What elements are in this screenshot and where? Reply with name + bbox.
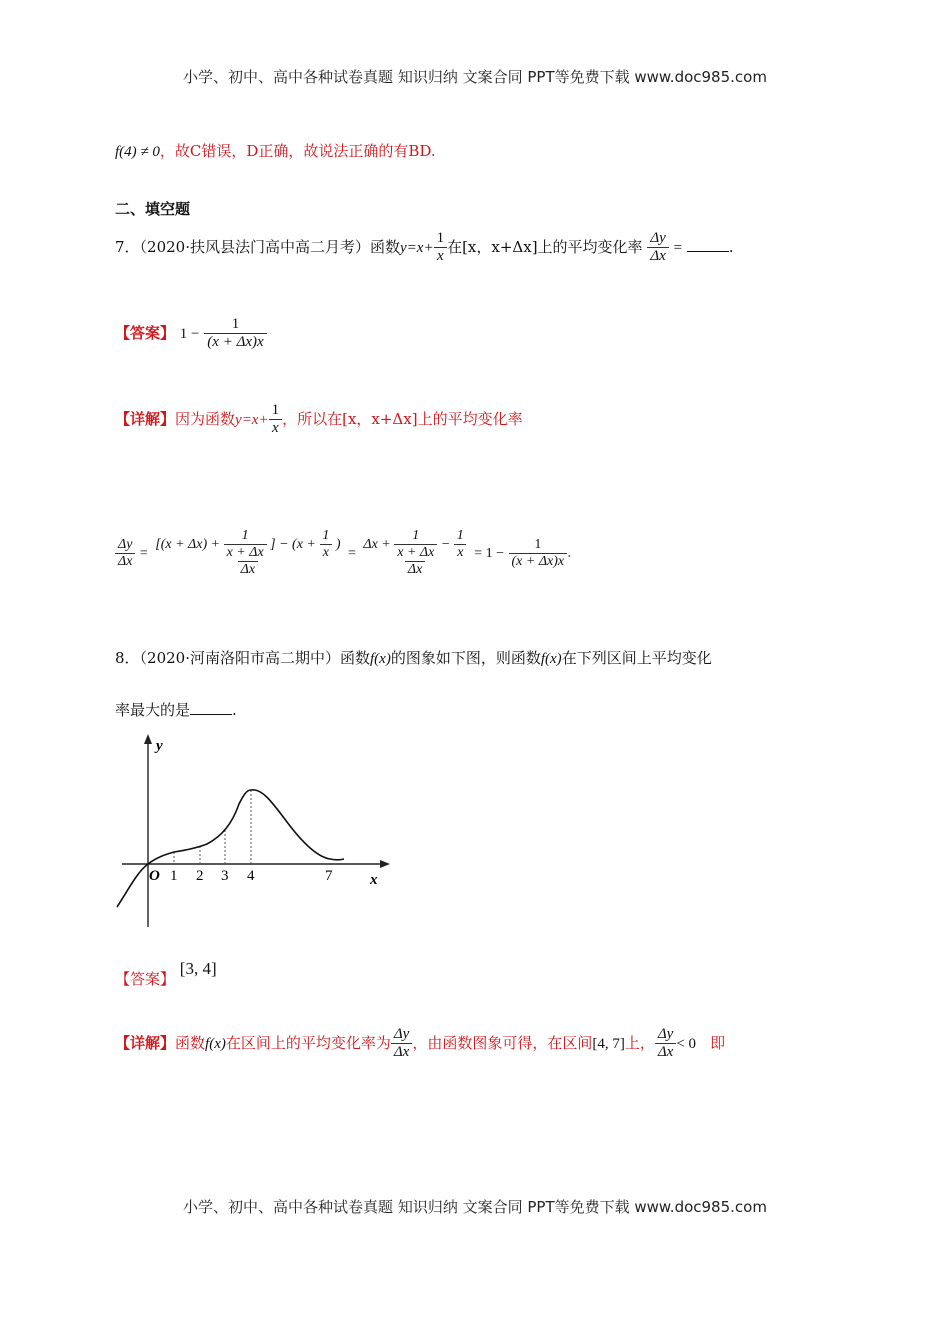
q8-line2: 率最大的是 — [115, 701, 191, 719]
formula-f4 — [454, 528, 467, 561]
d7-text-a: 因为函数 — [175, 409, 236, 428]
formula-big-frac — [152, 528, 343, 578]
question-7 — [115, 230, 734, 266]
q7-blank — [687, 237, 729, 252]
formula-f5 — [509, 537, 568, 570]
x-label: x — [370, 872, 378, 888]
y-label: y — [156, 738, 163, 754]
d8-text-b: 在区间上的平均变化率为 — [225, 1033, 391, 1052]
q7-func: y=x+ — [400, 239, 434, 256]
q7-source: （2020·扶风县法门高中高二月考） — [139, 237, 370, 256]
formula-lhs — [115, 537, 135, 570]
formula-p4: Δx + — [363, 536, 391, 552]
q7-rate-num: Δy — [650, 230, 666, 246]
d7-tag: 【详解】 — [115, 409, 176, 428]
d8-rate2-den: Δx — [655, 1043, 676, 1061]
a8-value: [3, 4] — [179, 959, 217, 978]
d8-tag: 【详解】 — [115, 1033, 176, 1052]
q8-text-b: 的图象如下图，则函数 — [390, 649, 541, 667]
section-title: 二、填空题 — [115, 200, 191, 218]
d8-rate-den: Δx — [391, 1043, 412, 1061]
q7-end: . — [728, 237, 734, 256]
q7-frac — [434, 230, 448, 266]
function-graph — [112, 732, 394, 932]
tick-7: 7 — [325, 868, 333, 884]
d8-rate — [391, 1026, 412, 1062]
page-footer: 小学、初中、高中各种试卷真题 知识归纳 文案合同 PPT等免费下载 www.doc985.com — [183, 1198, 767, 1216]
q7-rate-den: Δx — [647, 247, 668, 265]
formula-f1 — [224, 528, 267, 561]
y-axis-arrow — [144, 734, 152, 744]
formula-p3: ) — [335, 536, 341, 552]
d7-text-b: ，所以在[x，x+Δx]上的平均变化率 — [282, 409, 523, 428]
formula-f5-num: 1 — [534, 536, 542, 552]
formula-lhs-num: Δy — [118, 536, 133, 552]
origin-label: O — [149, 868, 160, 884]
a7-den: (x + Δx)x — [204, 333, 266, 351]
d8-rate2-num: Δy — [657, 1026, 674, 1042]
d8-rate-num: Δy — [393, 1026, 410, 1042]
d8-cmp: < 0 — [676, 1035, 697, 1052]
formula-mid-den: Δx — [405, 561, 425, 578]
q8-text-c: 在下列区间上平均变化 — [561, 649, 712, 667]
formula-f1-den: x + Δx — [224, 544, 267, 561]
formula-minus: − — [440, 536, 451, 552]
d7-frac-den: x — [269, 419, 282, 437]
d7-frac — [269, 402, 283, 438]
formula-f1-num: 1 — [241, 528, 249, 543]
q8-text-a: 函数 — [340, 649, 371, 667]
intro-text: ，故C错误，D正确，故说法正确的有BD. — [159, 142, 436, 160]
function-curve — [117, 790, 344, 907]
detail-8 — [115, 1026, 725, 1062]
question-8 — [115, 647, 712, 668]
formula-big-num — [152, 528, 343, 561]
answer-7 — [115, 316, 267, 352]
formula-f4-num: 1 — [456, 528, 464, 543]
d8-text-d: 上， — [624, 1033, 655, 1052]
q7-frac-den: x — [434, 247, 447, 265]
tick-1: 1 — [170, 868, 178, 884]
formula-f2-den: x — [320, 544, 332, 561]
q8-blank — [190, 700, 232, 715]
q8-number: 8． — [115, 649, 140, 667]
formula-f2 — [319, 528, 332, 561]
d8-fx: f(x) — [205, 1035, 226, 1052]
page-header: 小学、初中、高中各种试卷真题 知识归纳 文案合同 PPT等免费下载 www.doc985.com — [183, 68, 767, 86]
formula-f4-den: x — [454, 544, 466, 561]
q8-end: . — [232, 701, 237, 719]
detail-7 — [115, 402, 523, 438]
formula-p1: [(x + Δx) + — [155, 536, 221, 552]
q7-number: 7． — [115, 237, 140, 256]
formula-end: . — [567, 545, 572, 562]
question-8-line2 — [115, 699, 237, 720]
q7-text-a: 函数 — [370, 237, 401, 256]
formula-f3-num: 1 — [412, 528, 420, 543]
q8-source: （2020·河南洛阳市高二期中） — [139, 649, 340, 667]
formula-f2-num: 1 — [322, 528, 330, 543]
q8-fx: f(x) — [370, 651, 391, 667]
q8-fx2: f(x) — [540, 651, 562, 667]
formula-lhs-den: Δx — [115, 553, 135, 570]
formula-f3-den: x + Δx — [394, 544, 437, 561]
d8-interval: [4, 7] — [592, 1035, 625, 1052]
d8-rate2 — [655, 1026, 676, 1062]
a8-tag: 【答案】 — [115, 970, 176, 988]
d7-frac-num: 1 — [271, 402, 280, 418]
tick-2: 2 — [196, 868, 204, 884]
d8-text-a: 函数 — [175, 1033, 206, 1052]
formula-mid-frac — [360, 528, 469, 578]
formula-big-den: Δx — [238, 561, 258, 578]
a7-one: 1 − — [179, 325, 200, 342]
formula-p2: ] − (x + — [270, 536, 316, 552]
formula-f3 — [394, 528, 437, 561]
q7-rate — [647, 230, 668, 266]
d7-func: y=x+ — [235, 411, 269, 428]
d8-text-e: 即 — [710, 1033, 726, 1052]
formula-mid-num — [360, 528, 469, 561]
a7-frac — [204, 316, 266, 352]
formula-result: = 1 − — [474, 546, 505, 562]
a7-num: 1 — [231, 316, 240, 332]
a7-tag: 【答案】 — [115, 323, 176, 342]
answer-8 — [115, 959, 217, 989]
q7-eq: = — [673, 239, 683, 256]
formula-eq-1: = — [139, 546, 148, 562]
q7-frac-num: 1 — [436, 230, 445, 246]
derivation-formula — [115, 528, 572, 578]
intro-expr: f(4) ≠ 0 — [115, 144, 160, 160]
tick-3: 3 — [221, 868, 229, 884]
q7-text-b: 在[x，x+Δx]上的平均变化率 — [447, 237, 643, 256]
d8-text-c: ，由函数图象可得，在区间 — [412, 1033, 593, 1052]
tick-4: 4 — [247, 868, 255, 884]
formula-eq-2: = — [348, 546, 356, 562]
intro-line — [115, 140, 436, 161]
x-axis-arrow — [380, 860, 390, 868]
formula-f5-den: (x + Δx)x — [509, 553, 568, 570]
